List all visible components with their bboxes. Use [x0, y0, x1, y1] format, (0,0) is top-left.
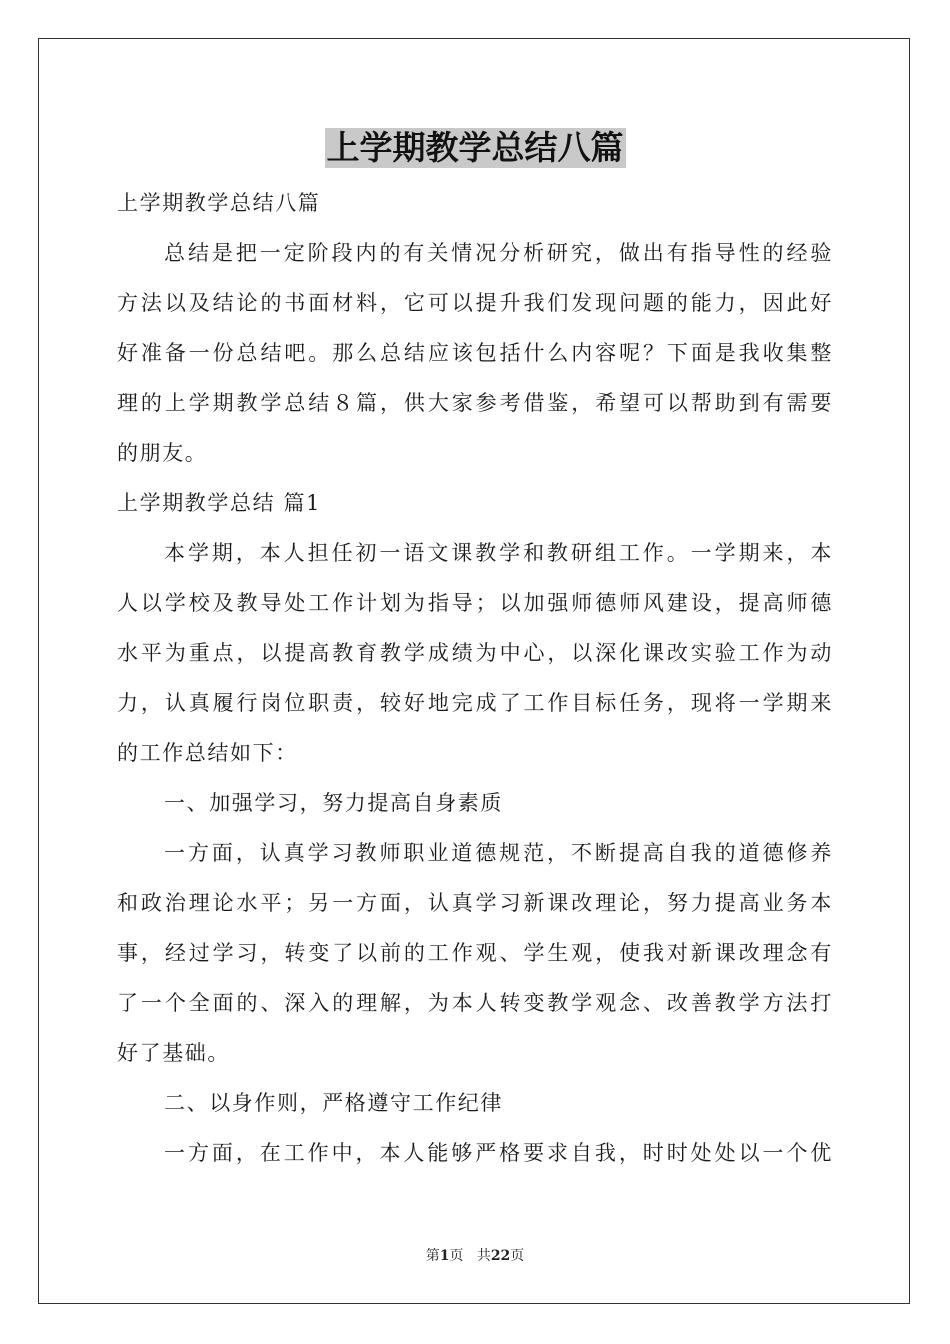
subsection-heading: 一、加强学习，努力提高自身素质: [164, 791, 503, 815]
subtitle-line: 上学期教学总结八篇: [117, 191, 321, 215]
paragraph-line: 好了基础。: [117, 1041, 230, 1065]
paragraph-line: 理的上学期教学总结８篇，供大家参考借鉴，希望可以帮助到有需要: [117, 391, 833, 415]
paragraph-line: 一方面，在工作中，本人能够严格要求自我，时时处处以一个优: [164, 1141, 833, 1165]
paragraph-line: 总结是把一定阶段内的有关情况分析研究，做出有指导性的经验: [164, 241, 833, 265]
paragraph-line: 事，经过学习，转变了以前的工作观、学生观，使我对新课改理念有: [117, 941, 833, 965]
paragraph-line: 人以学校及教导处工作计划为指导；以加强师德师风建设，提高师德: [117, 591, 833, 615]
page-footer: [0, 1246, 950, 1266]
paragraph-line: 了一个全面的、深入的理解，为本人转变教学观念、改善教学方法打: [117, 991, 833, 1015]
section-heading: 上学期教学总结 篇1: [117, 491, 322, 515]
total-pages: 22: [490, 1248, 511, 1264]
paragraph-line: 水平为重点，以提高教育教学成绩为中心，以深化课改实验工作为动: [117, 641, 833, 665]
page-number: 1: [439, 1248, 450, 1264]
total-suffix: 页: [510, 1248, 525, 1264]
document-body: [117, 178, 833, 1178]
page-prefix: 第: [425, 1248, 440, 1264]
paragraph-line: 的工作总结如下：: [117, 741, 298, 765]
document-title: 上学期教学总结八篇: [326, 128, 624, 167]
paragraph-line: 的朋友。: [117, 441, 208, 465]
total-prefix: 共: [476, 1248, 491, 1264]
paragraph-line: 和政治理论水平；另一方面，认真学习新课改理论，努力提高业务本: [117, 891, 833, 915]
paragraph-line: 本学期，本人担任初一语文课教学和教研组工作。一学期来，本: [164, 541, 833, 565]
paragraph-line: 好准备一份总结吧。那么总结应该包括什么内容呢？下面是我收集整: [117, 341, 833, 365]
page-suffix: 页: [449, 1248, 464, 1264]
title-container: [0, 128, 950, 168]
paragraph-line: 一方面，认真学习教师职业道德规范，不断提高自我的道德修养: [164, 841, 833, 865]
paragraph-line: 力，认真履行岗位职责，较好地完成了工作目标任务，现将一学期来: [117, 691, 833, 715]
paragraph-line: 方法以及结论的书面材料，它可以提升我们发现问题的能力，因此好: [117, 291, 833, 315]
subsection-heading: 二、以身作则，严格遵守工作纪律: [164, 1091, 503, 1115]
